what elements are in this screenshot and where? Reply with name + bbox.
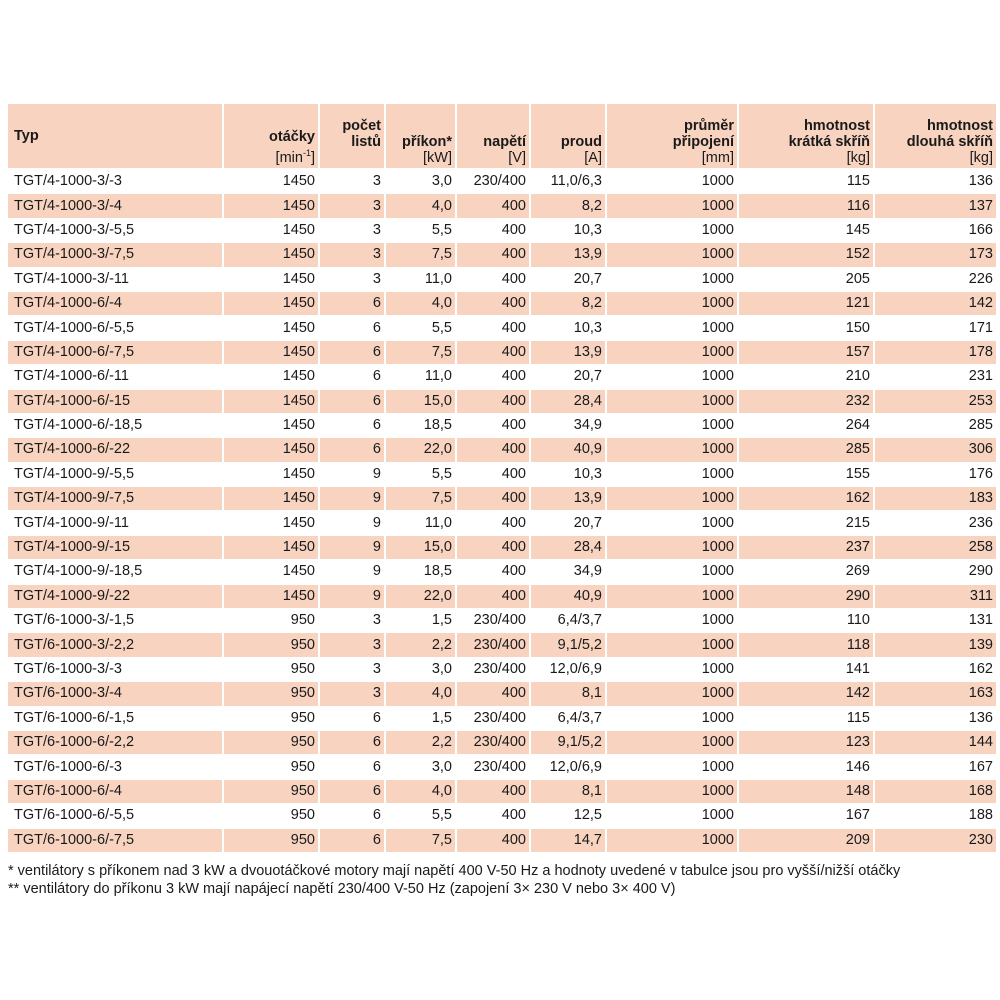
cell-napeti: 400: [456, 560, 530, 584]
cell-hmotnost-kratka: 148: [738, 779, 874, 803]
cell-typ: TGT/4-1000-9/-11: [14, 514, 129, 531]
cell-pocet-listu: 3: [319, 194, 385, 218]
table-row: [8, 243, 996, 267]
cell-otacky: 1450: [223, 267, 319, 291]
cell-napeti: 230/400: [456, 609, 530, 633]
cell-napeti: 400: [456, 438, 530, 462]
cell-hmotnost-dlouha: 136: [874, 706, 996, 730]
cell-napeti: 400: [456, 267, 530, 291]
cell-prumer: 1000: [606, 609, 738, 633]
cell-hmotnost-kratka: 157: [738, 340, 874, 364]
cell-prumer: 1000: [606, 755, 738, 779]
cell-typ: TGT/4-1000-9/-7,5: [8, 487, 223, 511]
cell-hmotnost-kratka: 110: [738, 609, 874, 633]
table-row: [8, 755, 996, 779]
cell-hmotnost-dlouha: 226: [874, 267, 996, 291]
cell-hmotnost-kratka: 215: [738, 511, 874, 535]
cell-proud: 9,1/5,2: [530, 730, 606, 754]
table-row: [8, 657, 996, 681]
cell-proud: 34,9: [530, 560, 606, 584]
cell-pocet-listu: 6: [319, 706, 385, 730]
cell-prikon: 22,0: [385, 584, 456, 608]
cell-prumer: 1000: [606, 730, 738, 754]
cell-prumer: 1000: [606, 487, 738, 511]
table-row: [8, 511, 996, 535]
cell-prumer: 1000: [606, 243, 738, 267]
cell-prumer: 1000: [606, 804, 738, 828]
cell-typ: TGT/6-1000-3/-3: [14, 661, 122, 677]
cell-napeti: 400: [456, 511, 530, 535]
cell-hmotnost-dlouha: 173: [874, 243, 996, 267]
table-row: [8, 535, 996, 559]
cell-typ: TGT/4-1000-9/-5,5: [14, 465, 135, 482]
cell-typ: TGT/6-1000-6/-2,2: [8, 730, 223, 754]
cell-otacky: 950: [223, 633, 319, 657]
cell-pocet-listu: 9: [319, 487, 385, 511]
cell-otacky: 1450: [223, 560, 319, 584]
cell-typ: TGT/6-1000-6/-5,5: [14, 807, 135, 824]
table-row: [8, 584, 996, 608]
cell-hmotnost-dlouha: 171: [874, 316, 996, 340]
cell-prumer: 1000: [606, 438, 738, 462]
cell-pocet-listu: 9: [319, 535, 385, 559]
cell-hmotnost-kratka: 290: [738, 584, 874, 608]
cell-prumer: 1000: [606, 194, 738, 218]
cell-otacky: 950: [223, 609, 319, 633]
cell-prumer: 1000: [606, 682, 738, 706]
cell-otacky: 1450: [223, 511, 319, 535]
cell-hmotnost-dlouha: 137: [874, 194, 996, 218]
cell-prikon: 7,5: [385, 487, 456, 511]
cell-napeti: 400: [456, 462, 530, 486]
cell-hmotnost-kratka: 205: [738, 267, 874, 291]
cell-typ: TGT/4-1000-9/-18,5: [14, 563, 143, 580]
cell-proud: 13,9: [530, 487, 606, 511]
cell-hmotnost-kratka: 123: [738, 730, 874, 754]
table-row: [8, 413, 996, 437]
cell-proud: 6,4/3,7: [530, 706, 606, 730]
cell-pocet-listu: 3: [319, 218, 385, 242]
cell-typ: TGT/4-1000-3/-4: [8, 194, 223, 218]
cell-typ: TGT/6-1000-6/-1,5: [14, 709, 135, 726]
cell-prumer: 1000: [606, 657, 738, 681]
cell-prikon: 11,0: [385, 511, 456, 535]
table-row: [8, 706, 996, 730]
cell-proud: 10,3: [530, 316, 606, 340]
cell-typ: TGT/6-1000-6/-7,5: [8, 828, 223, 852]
cell-prikon: 4,0: [385, 291, 456, 315]
cell-otacky: 950: [223, 804, 319, 828]
table-row: [8, 316, 996, 340]
cell-pocet-listu: 6: [319, 340, 385, 364]
cell-hmotnost-dlouha: 188: [874, 804, 996, 828]
cell-otacky: 1450: [223, 194, 319, 218]
cell-otacky: 1450: [223, 584, 319, 608]
cell-hmotnost-dlouha: 306: [874, 438, 996, 462]
fan-spec-table: [8, 104, 996, 853]
cell-proud: 13,9: [530, 243, 606, 267]
table-row: [8, 462, 996, 486]
cell-napeti: 400: [456, 194, 530, 218]
cell-typ: TGT/4-1000-3/-5,5: [14, 221, 135, 238]
cell-hmotnost-dlouha: 176: [874, 462, 996, 486]
cell-hmotnost-kratka: 150: [738, 316, 874, 340]
cell-napeti: 230/400: [456, 706, 530, 730]
cell-otacky: 950: [223, 657, 319, 681]
cell-otacky: 1450: [223, 462, 319, 486]
cell-typ: TGT/6-1000-6/-4: [8, 779, 223, 803]
cell-prikon: 2,2: [385, 730, 456, 754]
cell-hmotnost-dlouha: 311: [874, 584, 996, 608]
cell-hmotnost-kratka: 209: [738, 828, 874, 852]
table-row: [8, 267, 996, 291]
cell-hmotnost-kratka: 141: [738, 657, 874, 681]
cell-proud: 6,4/3,7: [530, 609, 606, 633]
cell-pocet-listu: 6: [319, 779, 385, 803]
cell-hmotnost-dlouha: 285: [874, 413, 996, 437]
cell-otacky: 1450: [223, 218, 319, 242]
cell-prumer: 1000: [606, 365, 738, 389]
cell-prumer: 1000: [606, 316, 738, 340]
cell-hmotnost-dlouha: 290: [874, 560, 996, 584]
cell-pocet-listu: 6: [319, 804, 385, 828]
cell-prumer: 1000: [606, 169, 738, 194]
cell-typ: TGT/4-1000-9/-22: [8, 584, 223, 608]
cell-hmotnost-dlouha: 168: [874, 779, 996, 803]
cell-hmotnost-kratka: 285: [738, 438, 874, 462]
cell-otacky: 1450: [223, 340, 319, 364]
cell-otacky: 950: [223, 828, 319, 852]
table-row: [8, 291, 996, 315]
cell-otacky: 950: [223, 706, 319, 730]
cell-pocet-listu: 6: [319, 389, 385, 413]
cell-hmotnost-kratka: 118: [738, 633, 874, 657]
cell-typ: TGT/4-1000-6/-15: [8, 389, 223, 413]
table-row: [8, 218, 996, 242]
cell-pocet-listu: 9: [319, 462, 385, 486]
col-header-pocet-listu: počet listů: [319, 104, 385, 169]
cell-hmotnost-dlouha: 183: [874, 487, 996, 511]
cell-napeti: 400: [456, 291, 530, 315]
cell-proud: 9,1/5,2: [530, 633, 606, 657]
cell-prumer: 1000: [606, 267, 738, 291]
cell-otacky: 1450: [223, 413, 319, 437]
cell-otacky: 950: [223, 755, 319, 779]
cell-napeti: 400: [456, 828, 530, 852]
cell-hmotnost-kratka: 155: [738, 462, 874, 486]
cell-pocet-listu: 3: [319, 609, 385, 633]
cell-hmotnost-kratka: 210: [738, 365, 874, 389]
cell-hmotnost-dlouha: 144: [874, 730, 996, 754]
cell-pocet-listu: 3: [319, 267, 385, 291]
table-row: [8, 487, 996, 511]
cell-proud: 14,7: [530, 828, 606, 852]
cell-prikon: 2,2: [385, 633, 456, 657]
cell-prumer: 1000: [606, 560, 738, 584]
cell-otacky: 1450: [223, 438, 319, 462]
table-row: [8, 730, 996, 754]
cell-prumer: 1000: [606, 413, 738, 437]
table-row: [8, 609, 996, 633]
cell-hmotnost-kratka: 116: [738, 194, 874, 218]
cell-otacky: 950: [223, 682, 319, 706]
cell-prikon: 1,5: [385, 609, 456, 633]
cell-napeti: 400: [456, 804, 530, 828]
cell-proud: 40,9: [530, 438, 606, 462]
cell-prumer: 1000: [606, 462, 738, 486]
cell-prikon: 18,5: [385, 560, 456, 584]
cell-otacky: 1450: [223, 243, 319, 267]
cell-typ: TGT/4-1000-6/-18,5: [14, 417, 143, 434]
cell-hmotnost-dlouha: 136: [874, 169, 996, 194]
cell-proud: 28,4: [530, 389, 606, 413]
table-header: [8, 104, 996, 169]
cell-typ: TGT/4-1000-3/-3: [14, 173, 122, 190]
table-row: [8, 194, 996, 218]
cell-typ: TGT/6-1000-3/-2,2: [8, 633, 223, 657]
cell-prikon: 15,0: [385, 535, 456, 559]
cell-hmotnost-kratka: 115: [738, 706, 874, 730]
cell-proud: 10,3: [530, 218, 606, 242]
cell-napeti: 400: [456, 365, 530, 389]
cell-napeti: 400: [456, 779, 530, 803]
cell-prikon: 3,0: [385, 169, 456, 194]
cell-proud: 8,2: [530, 194, 606, 218]
cell-hmotnost-dlouha: 166: [874, 218, 996, 242]
cell-prikon: 22,0: [385, 438, 456, 462]
cell-proud: 20,7: [530, 365, 606, 389]
cell-pocet-listu: 3: [319, 682, 385, 706]
table-row: [8, 779, 996, 803]
cell-prumer: 1000: [606, 535, 738, 559]
cell-hmotnost-dlouha: 162: [874, 657, 996, 681]
cell-hmotnost-kratka: 115: [738, 169, 874, 194]
cell-prikon: 7,5: [385, 243, 456, 267]
cell-pocet-listu: 6: [319, 291, 385, 315]
cell-prikon: 5,5: [385, 218, 456, 242]
cell-prumer: 1000: [606, 389, 738, 413]
cell-pocet-listu: 6: [319, 438, 385, 462]
footnote-1: * ventilátory s příkonem nad 3 kW a dvouotáčkové motory mají napětí 400 V-50 Hz a hodnoty uvedené v tabulce jsou pro vyšší/nižší otáčky: [8, 863, 901, 879]
cell-typ: TGT/6-1000-3/-1,5: [14, 612, 135, 629]
cell-hmotnost-kratka: 152: [738, 243, 874, 267]
cell-otacky: 1450: [223, 365, 319, 389]
col-header-proud: proud [A]: [530, 104, 606, 169]
cell-prikon: 4,0: [385, 682, 456, 706]
cell-napeti: 230/400: [456, 633, 530, 657]
cell-otacky: 1450: [223, 535, 319, 559]
cell-pocet-listu: 6: [319, 828, 385, 852]
cell-prikon: 1,5: [385, 706, 456, 730]
cell-proud: 40,9: [530, 584, 606, 608]
cell-proud: 12,0/6,9: [530, 657, 606, 681]
cell-hmotnost-dlouha: 236: [874, 511, 996, 535]
cell-pocet-listu: 6: [319, 730, 385, 754]
cell-pocet-listu: 3: [319, 657, 385, 681]
cell-prumer: 1000: [606, 779, 738, 803]
cell-proud: 28,4: [530, 535, 606, 559]
table-body: [8, 169, 996, 852]
table-row: [8, 633, 996, 657]
cell-hmotnost-kratka: 237: [738, 535, 874, 559]
cell-prikon: 18,5: [385, 413, 456, 437]
cell-pocet-listu: 9: [319, 511, 385, 535]
cell-napeti: 230/400: [456, 730, 530, 754]
cell-otacky: 1450: [223, 291, 319, 315]
cell-pocet-listu: 6: [319, 755, 385, 779]
cell-typ: TGT/4-1000-9/-15: [8, 535, 223, 559]
cell-hmotnost-dlouha: 131: [874, 609, 996, 633]
col-header-otacky: otáčky $[\min^{-1}]$: [223, 104, 319, 169]
col-header-prikon: příkon* [kW]: [385, 104, 456, 169]
cell-prikon: 11,0: [385, 365, 456, 389]
cell-hmotnost-dlouha: 142: [874, 291, 996, 315]
cell-hmotnost-kratka: 232: [738, 389, 874, 413]
cell-napeti: 230/400: [456, 657, 530, 681]
cell-prikon: 7,5: [385, 340, 456, 364]
cell-napeti: 400: [456, 487, 530, 511]
cell-prikon: 3,0: [385, 755, 456, 779]
cell-pocet-listu: 6: [319, 413, 385, 437]
cell-hmotnost-kratka: 162: [738, 487, 874, 511]
cell-typ: TGT/6-1000-6/-3: [14, 758, 122, 775]
cell-prikon: 5,5: [385, 316, 456, 340]
cell-typ: TGT/4-1000-6/-22: [8, 438, 223, 462]
cell-prumer: 1000: [606, 291, 738, 315]
footnotes: [8, 862, 900, 898]
cell-prikon: 5,5: [385, 804, 456, 828]
cell-pocet-listu: 3: [319, 243, 385, 267]
cell-typ: TGT/4-1000-3/-11: [14, 270, 129, 287]
cell-proud: 20,7: [530, 511, 606, 535]
cell-hmotnost-kratka: 269: [738, 560, 874, 584]
cell-napeti: 400: [456, 389, 530, 413]
cell-napeti: 230/400: [456, 755, 530, 779]
table-row: [8, 340, 996, 364]
cell-proud: 11,0/6,3: [530, 169, 606, 194]
cell-hmotnost-dlouha: 167: [874, 755, 996, 779]
cell-proud: 8,1: [530, 779, 606, 803]
cell-pocet-listu: 9: [319, 560, 385, 584]
cell-proud: 12,5: [530, 804, 606, 828]
cell-hmotnost-kratka: 146: [738, 755, 874, 779]
col-header-prumer: průměr připojení [mm]: [606, 104, 738, 169]
cell-napeti: 400: [456, 316, 530, 340]
cell-proud: 8,2: [530, 291, 606, 315]
cell-hmotnost-dlouha: 178: [874, 340, 996, 364]
col-header-typ: Typ: [8, 104, 223, 169]
cell-napeti: 400: [456, 535, 530, 559]
cell-otacky: 1450: [223, 169, 319, 194]
cell-proud: 12,0/6,9: [530, 755, 606, 779]
cell-typ: TGT/4-1000-6/-5,5: [14, 319, 135, 336]
cell-typ: TGT/4-1000-3/-7,5: [8, 243, 223, 267]
cell-pocet-listu: 9: [319, 584, 385, 608]
cell-hmotnost-dlouha: 253: [874, 389, 996, 413]
cell-prikon: 15,0: [385, 389, 456, 413]
cell-pocet-listu: 6: [319, 365, 385, 389]
col-header-hmotnost-dlouha: hmotnost dlouhá skříň [kg]: [874, 104, 996, 169]
cell-prikon: 3,0: [385, 657, 456, 681]
cell-napeti: 400: [456, 340, 530, 364]
table-row: [8, 804, 996, 828]
table-row: [8, 389, 996, 413]
cell-proud: 20,7: [530, 267, 606, 291]
table-row: [8, 365, 996, 389]
cell-prumer: 1000: [606, 633, 738, 657]
cell-prumer: 1000: [606, 828, 738, 852]
col-header-napeti: napětí [V]: [456, 104, 530, 169]
fan-spec-table-container: [8, 104, 996, 853]
table-row: [8, 682, 996, 706]
cell-proud: 8,1: [530, 682, 606, 706]
cell-prikon: 11,0: [385, 267, 456, 291]
cell-prumer: 1000: [606, 706, 738, 730]
cell-prikon: 7,5: [385, 828, 456, 852]
cell-proud: 13,9: [530, 340, 606, 364]
cell-napeti: 400: [456, 413, 530, 437]
col-header-hmotnost-kratka: hmotnost krátká skříň [kg]: [738, 104, 874, 169]
cell-prumer: 1000: [606, 584, 738, 608]
cell-otacky: 1450: [223, 316, 319, 340]
cell-napeti: 400: [456, 243, 530, 267]
cell-otacky: 1450: [223, 389, 319, 413]
cell-hmotnost-kratka: 167: [738, 804, 874, 828]
cell-napeti: 400: [456, 584, 530, 608]
cell-napeti: 400: [456, 218, 530, 242]
cell-hmotnost-dlouha: 231: [874, 365, 996, 389]
table-row: [8, 169, 996, 194]
cell-prikon: 4,0: [385, 194, 456, 218]
cell-hmotnost-dlouha: 230: [874, 828, 996, 852]
table-row: [8, 828, 996, 852]
cell-prumer: 1000: [606, 511, 738, 535]
cell-hmotnost-dlouha: 139: [874, 633, 996, 657]
cell-hmotnost-dlouha: 163: [874, 682, 996, 706]
cell-pocet-listu: 6: [319, 316, 385, 340]
cell-hmotnost-kratka: 264: [738, 413, 874, 437]
table-row: [8, 438, 996, 462]
cell-prumer: 1000: [606, 340, 738, 364]
cell-napeti: 230/400: [456, 169, 530, 194]
cell-typ: TGT/4-1000-6/-4: [8, 291, 223, 315]
cell-prumer: 1000: [606, 218, 738, 242]
cell-hmotnost-kratka: 145: [738, 218, 874, 242]
cell-typ: TGT/4-1000-6/-7,5: [8, 340, 223, 364]
cell-otacky: 950: [223, 779, 319, 803]
footnote-2: ** ventilátory do příkonu 3 kW mají napájecí napětí 230/400 V-50 Hz (zapojení 3× 230 V nebo 3× 400 V): [8, 881, 676, 897]
cell-otacky: 1450: [223, 487, 319, 511]
cell-prikon: 4,0: [385, 779, 456, 803]
cell-hmotnost-kratka: 121: [738, 291, 874, 315]
table-row: [8, 560, 996, 584]
cell-pocet-listu: 3: [319, 633, 385, 657]
cell-proud: 10,3: [530, 462, 606, 486]
cell-otacky: 950: [223, 730, 319, 754]
cell-napeti: 400: [456, 682, 530, 706]
cell-hmotnost-dlouha: 258: [874, 535, 996, 559]
cell-proud: 34,9: [530, 413, 606, 437]
cell-pocet-listu: 3: [319, 169, 385, 194]
cell-typ: TGT/4-1000-6/-11: [14, 368, 129, 385]
cell-hmotnost-kratka: 142: [738, 682, 874, 706]
cell-prikon: 5,5: [385, 462, 456, 486]
cell-typ: TGT/6-1000-3/-4: [8, 682, 223, 706]
